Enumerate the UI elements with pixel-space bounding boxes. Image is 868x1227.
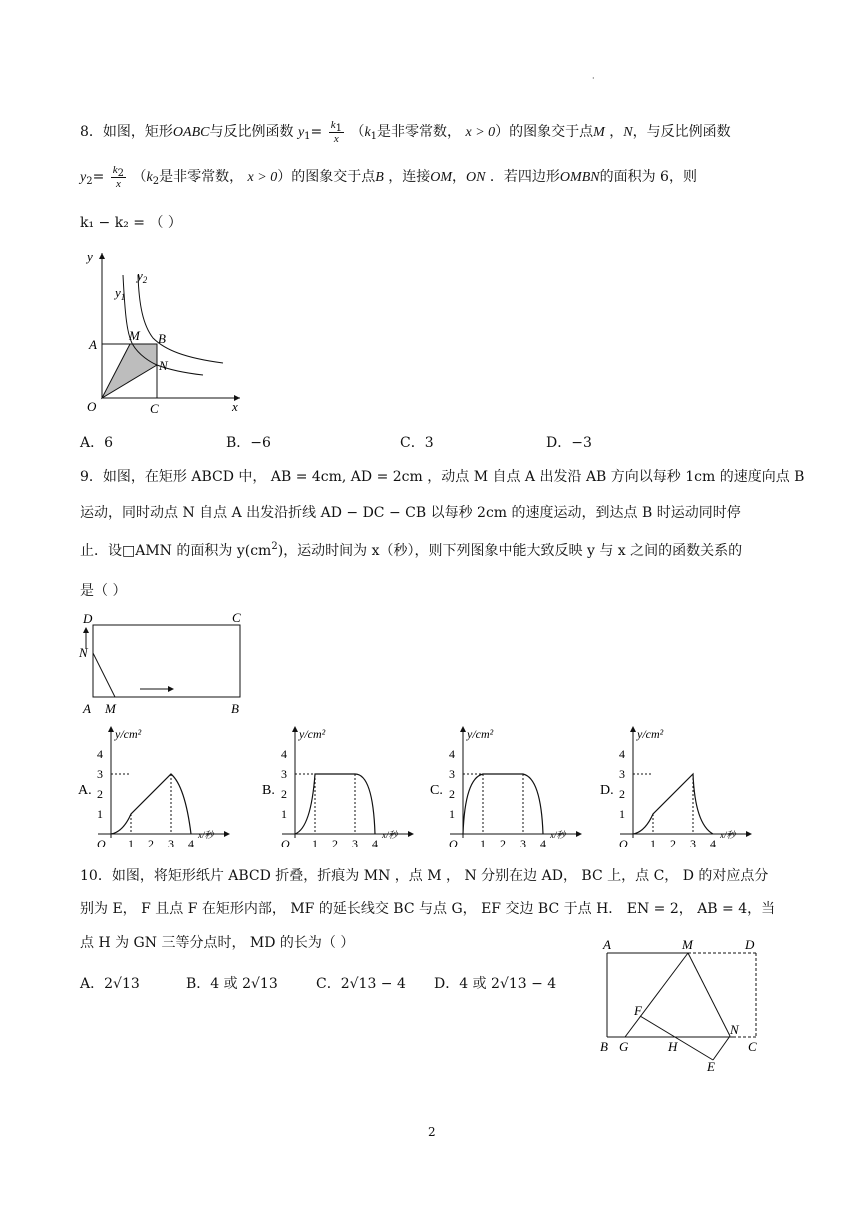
graph-y-tick-3: 3 xyxy=(449,767,455,781)
q10-label-N: N xyxy=(730,1022,739,1037)
graph-x-tick-2: 2 xyxy=(332,837,338,847)
graph-x-tick-3: 3 xyxy=(520,837,526,847)
graph-x-tick-O: O xyxy=(619,837,628,847)
graph-y-label: y/cm² xyxy=(115,727,142,741)
graph-x-tick-O: O xyxy=(281,837,290,847)
graph-x-tick-1: 1 xyxy=(312,837,318,847)
q8-label-N: N xyxy=(159,358,168,373)
q10-segment-mn xyxy=(688,953,730,1036)
graph-x-tick-2: 2 xyxy=(500,837,506,847)
graph-y-tick-4: 4 xyxy=(619,747,625,761)
q8-label-x: x xyxy=(232,399,238,414)
q9-label-N: N xyxy=(79,645,88,660)
q9-segment-mn xyxy=(93,653,115,697)
q10-option-b[interactable]: B．4 或 2√13 xyxy=(186,976,278,992)
q8-line2: $y_2=$ $\frac{k2}{x}$ （$k_2$是非零常数， x > 0）的图象交于点B ，连接OM，ON ．若四边形OMBN的面积为 6，则 xyxy=(80,164,697,190)
q10-label-H: H xyxy=(668,1039,678,1054)
graph-y-arrow xyxy=(292,726,298,732)
q8-shaded-ombn xyxy=(102,344,157,398)
graph-y-arrow xyxy=(630,726,636,732)
graph-y-tick-2: 2 xyxy=(97,787,103,801)
graph-x-tick-1: 1 xyxy=(480,837,486,847)
q8-label-O: O xyxy=(87,399,97,414)
q8-option-c[interactable]: C．3 xyxy=(400,435,434,451)
graph-y-label: y/cm² xyxy=(467,727,494,741)
q8-frac-k2: $\frac{k2}{x}$ xyxy=(112,164,125,190)
graph-option-label: B. xyxy=(262,783,275,798)
graph-x-tick-O: O xyxy=(97,837,106,847)
graph-x-tick-1: 1 xyxy=(650,837,656,847)
graph-y-tick-1: 1 xyxy=(281,807,287,821)
q9-graph-b[interactable] xyxy=(262,722,427,851)
q8-label-y2: $y_2$ xyxy=(137,268,148,285)
graph-x-tick-4: 4 xyxy=(540,837,546,847)
graph-y-tick-1: 1 xyxy=(97,807,103,821)
q8-option-b[interactable]: B．−6 xyxy=(226,435,271,451)
graph-y-tick-4: 4 xyxy=(281,747,287,761)
graph-y-tick-3: 3 xyxy=(619,767,625,781)
q9-graph-a[interactable] xyxy=(78,722,243,851)
q9-graph-c[interactable] xyxy=(430,722,595,851)
graph-y-tick-4: 4 xyxy=(97,747,103,761)
graph-x-arrow xyxy=(746,831,752,837)
q10-segment-en xyxy=(713,1036,730,1060)
graph-x-label: x/秒 xyxy=(720,830,736,840)
graph-y-tick-3: 3 xyxy=(281,767,287,781)
q10-line3: 点 H 为 GN 三等分点时， MD 的长为（ ） xyxy=(80,935,355,951)
q9-line1: 9．如图，在矩形 ABCD 中， AB = 4cm, AD = 2cm ，动点 M 自点 A 出发沿 AB 方向以每秒 1cm 的速度向点 B xyxy=(80,469,805,485)
graph-y-tick-2: 2 xyxy=(281,787,287,801)
q10-segment-mg xyxy=(625,953,688,1037)
q10-label-D: D xyxy=(745,937,755,952)
graph-y-tick-3: 3 xyxy=(97,767,103,781)
q10-line2: 别为 E， F 且点 F 在矩形内部， MF 的延长线交 BC 与点 G， EF 交边 BC 于点 H． EN = 2， AB = 4，当 xyxy=(80,901,776,917)
q8-frac-k1: $\frac{k1}{x}$ xyxy=(330,119,342,145)
q8-label-A: A xyxy=(89,337,97,352)
graph-x-tick-2: 2 xyxy=(148,837,154,847)
graph-x-tick-4: 4 xyxy=(710,837,716,847)
graph-option-label: C. xyxy=(430,783,443,798)
graph-x-label: x/秒 xyxy=(382,830,398,840)
q10-label-M: M xyxy=(682,937,693,952)
q10-option-d[interactable]: D．4 或 2√13 − 4 xyxy=(434,976,557,992)
q9-rect-abcd xyxy=(93,625,240,697)
graph-y-arrow xyxy=(108,726,114,732)
graph-curve xyxy=(111,774,191,834)
q10-label-E: E xyxy=(707,1059,715,1074)
q9-label-B: B xyxy=(231,701,239,716)
graph-x-arrow xyxy=(408,831,414,837)
graph-y-label: y/cm² xyxy=(637,727,664,741)
graph-y-tick-1: 1 xyxy=(449,807,455,821)
graph-x-tick-4: 4 xyxy=(372,837,378,847)
graph-x-tick-1: 1 xyxy=(128,837,134,847)
q10-figure xyxy=(598,936,768,1074)
q10-label-F: F xyxy=(634,1003,642,1018)
q9-arrow-up-head xyxy=(83,627,89,633)
graph-curve xyxy=(295,774,375,834)
q9-line3: 止．设□AMN 的面积为 $y(cm^2)$，运动时间为 x（秒），则下列图象中能大致反映 y 与 x 之间的函数关系的 xyxy=(80,541,743,559)
graph-x-label: x/秒 xyxy=(198,830,214,840)
graph-y-tick-4: 4 xyxy=(449,747,455,761)
q9-rect-figure xyxy=(75,605,255,717)
graph-option-label: D. xyxy=(600,783,614,798)
q10-line1: 10．如图，将矩形纸片 ABCD 折叠，折痕为 MN ，点 M ， N 分别在边 AD， BC 上，点 C， D 的对应点分 xyxy=(80,868,769,884)
q8-line3: k₁ − k₂ = （ ） xyxy=(80,215,182,231)
q8-y-arrow xyxy=(99,253,105,259)
q9-line2: 运动，同时动点 N 自点 A 出发沿折线 AD − DC − CB 以每秒 2cm 的速度运动，到达点 B 时运动同时停 xyxy=(80,505,741,521)
graph-x-tick-4: 4 xyxy=(188,837,194,847)
graph-curve xyxy=(463,774,543,834)
graph-x-tick-3: 3 xyxy=(168,837,174,847)
graph-option-label: A. xyxy=(78,783,92,798)
graph-x-tick-O: O xyxy=(449,837,458,847)
q8-label-B: B xyxy=(158,331,166,346)
q8-option-d[interactable]: D．−3 xyxy=(546,435,592,451)
q9-label-M: M xyxy=(105,701,116,716)
q8-label-y: y xyxy=(87,249,93,264)
graph-y-arrow xyxy=(460,726,466,732)
q8-label-C: C xyxy=(150,401,159,416)
q10-option-a[interactable]: A．2√13 xyxy=(80,976,140,992)
q9-line4: 是（ ） xyxy=(80,583,127,599)
graph-x-tick-3: 3 xyxy=(352,837,358,847)
q9-label-D: D xyxy=(83,611,93,626)
q8-line1: 8．如图，矩形OABC与反比例函数 $y_1=$ $\frac{k1}{x}$ （$k_1$是非零常数， x > 0）的图象交于点M ，N，与反比例函数 xyxy=(80,119,731,145)
graph-x-tick-2: 2 xyxy=(670,837,676,847)
q9-label-C: C xyxy=(232,610,241,625)
q9-arrow-right-head xyxy=(168,686,174,692)
graph-y-tick-2: 2 xyxy=(449,787,455,801)
graph-x-arrow xyxy=(224,831,230,837)
graph-x-arrow xyxy=(576,831,582,837)
q10-label-A: A xyxy=(603,937,611,952)
q10-label-C: C xyxy=(748,1039,757,1054)
q10-option-c[interactable]: C．2√13 − 4 xyxy=(316,976,406,992)
stray-dot: · xyxy=(592,74,595,83)
graph-y-tick-2: 2 xyxy=(619,787,625,801)
q8-label-M: M xyxy=(129,328,140,343)
q8-option-a[interactable]: A．6 xyxy=(80,435,114,451)
q9-graph-d[interactable] xyxy=(600,722,765,851)
page-number: 2 xyxy=(428,1125,436,1139)
graph-x-label: x/秒 xyxy=(550,830,566,840)
q9-label-A: A xyxy=(83,701,91,716)
graph-y-label: y/cm² xyxy=(299,727,326,741)
graph-y-tick-1: 1 xyxy=(619,807,625,821)
q10-label-B: B xyxy=(600,1039,608,1054)
graph-curve xyxy=(633,774,713,834)
q8-figure xyxy=(75,245,255,420)
q8-label-y1: $y_1$ xyxy=(115,285,126,302)
q10-label-G: G xyxy=(619,1039,629,1054)
graph-x-tick-3: 3 xyxy=(690,837,696,847)
